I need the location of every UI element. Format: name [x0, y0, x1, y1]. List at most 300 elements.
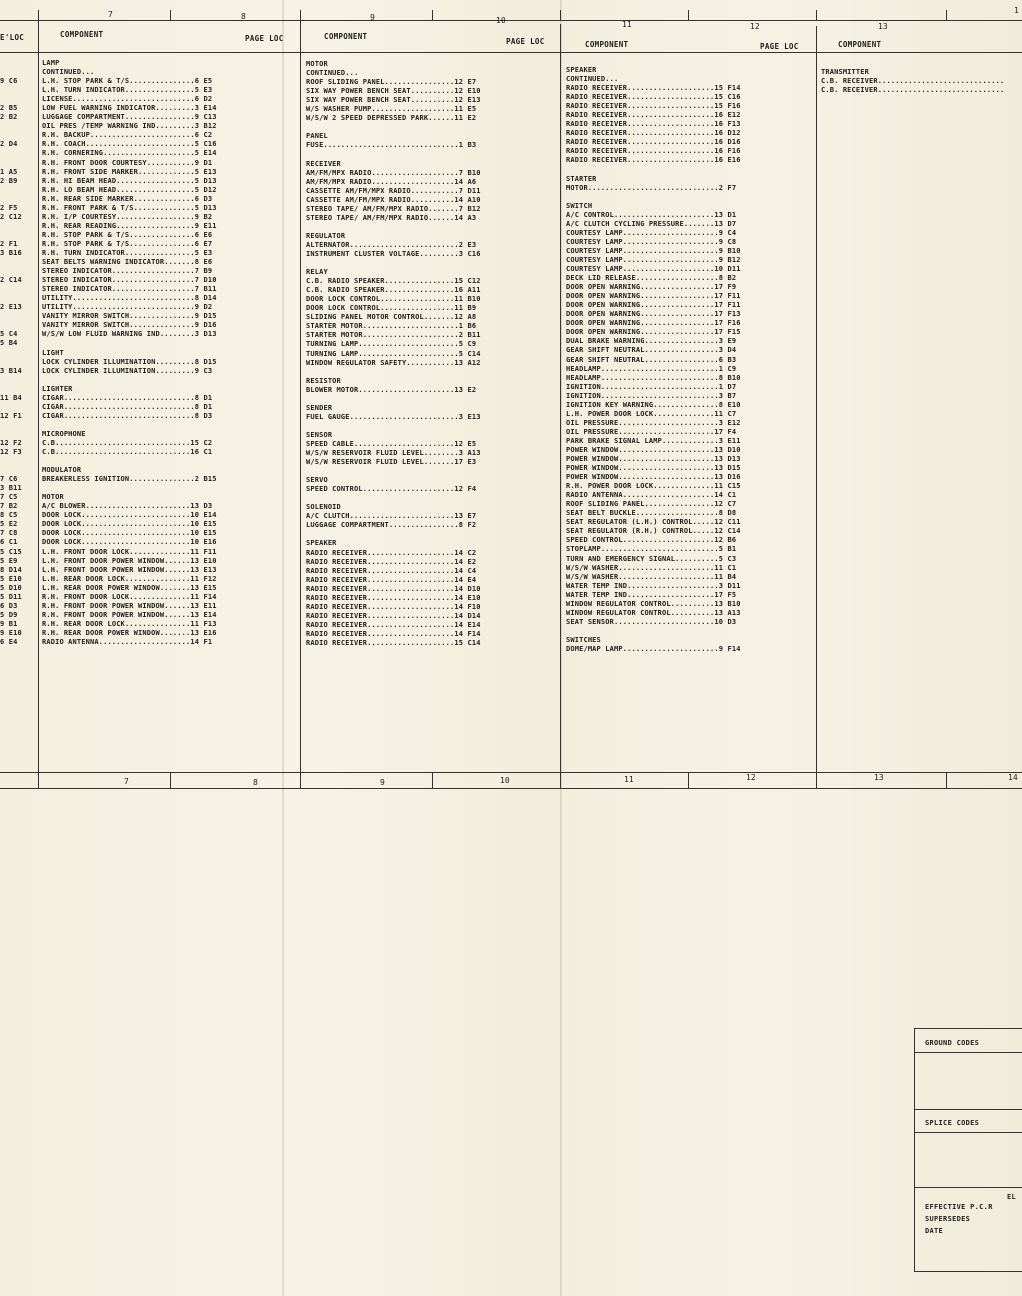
list-item: RADIO RECEIVER....................14 F10	[306, 602, 481, 611]
list-item: STEREO TAPE/ AM/FM/MPX RADIO.......7 B12	[306, 204, 481, 213]
list-item: RECEIVER	[306, 159, 341, 168]
list-item: RADIO RECEIVER....................14 E4	[306, 575, 477, 584]
codes-box	[914, 1028, 1022, 1272]
list-item: TURNING LAMP.......................5 C14	[306, 349, 481, 358]
list-item: STEREO INDICATOR...................7 B9	[42, 267, 213, 276]
bottom-rule	[0, 772, 1022, 773]
list-item: SPEED CONTROL.....................12 B6	[566, 536, 737, 545]
list-item: WINDOW REGULATOR CONTROL..........13 A13	[566, 608, 741, 617]
list-item: DUAL BRAKE WARNING.................3 E9	[566, 337, 737, 346]
list-item	[566, 627, 741, 636]
list-item: 7 C5	[0, 493, 18, 502]
list-item: SENSOR	[306, 430, 333, 439]
list-item: OIL PRESSURE.......................3 E12	[566, 418, 741, 427]
list-item: MOTOR	[42, 493, 64, 502]
list-item: W/S WASHER PUMP...................11 E5	[306, 105, 477, 114]
list-item	[0, 349, 22, 358]
list-item: SPEED CONTROL.....................12 F4	[306, 485, 477, 494]
list-item: 9 E10	[0, 628, 22, 637]
list-item	[0, 95, 22, 104]
list-item: A/C CONTROL.......................13 D1	[566, 210, 737, 219]
list-item: RADIO RECEIVER....................14 C2	[306, 548, 477, 557]
zone-number: 10	[496, 16, 506, 25]
list-item: 7 B2	[0, 502, 18, 511]
ground-codes-label: GROUND CODES	[925, 1039, 980, 1047]
list-item: SERVO	[306, 476, 328, 485]
list-item: R.H. STOP PARK & T/S...............6 E6	[42, 230, 213, 239]
list-item: COURTESY LAMP......................9 C8	[566, 237, 737, 246]
list-item: L.H. STOP PARK & T/S...............6 E5	[42, 77, 213, 86]
list-item: DOOR LOCK.........................10 E14	[42, 511, 217, 520]
divider	[915, 1052, 1022, 1053]
component-header: COMPONENT	[60, 30, 104, 39]
list-item: SEAT BELTS WARNING INDICATOR.......8 E6	[42, 258, 213, 267]
tick	[38, 772, 39, 788]
list-item	[306, 259, 481, 268]
list-item: WINDOW REGULATOR SAFETY...........13 A12	[306, 358, 481, 367]
list-item: 9 B1	[0, 619, 18, 628]
list-item	[306, 395, 481, 404]
title-fragment: EL	[1007, 1193, 1017, 1201]
list-item: RADIO RECEIVER....................15 F16	[566, 102, 741, 111]
column-divider	[560, 24, 561, 788]
list-item: OIL PRES /TEMP WARNING IND.........3 B12	[42, 122, 217, 131]
list-item: LUGGAGE COMPARTMENT................9 C13	[42, 113, 217, 122]
column-divider	[816, 26, 817, 788]
list-item: W/S/W 2 SPEED DEPRESSED PARK......11 E2	[306, 114, 477, 123]
splice-codes-label: SPLICE CODES	[925, 1119, 980, 1127]
list-item: BREAKERLESS IGNITION...............2 B15	[42, 475, 217, 484]
tick	[946, 10, 947, 20]
zone-number: 9	[370, 13, 375, 22]
tick	[816, 772, 817, 788]
divider	[915, 1187, 1022, 1188]
list-item	[0, 149, 22, 158]
list-item: 2 F1	[0, 239, 18, 248]
zone-number: 11	[622, 20, 632, 29]
tick	[432, 10, 433, 20]
list-item: 12 F1	[0, 411, 22, 420]
list-item: 6 D3	[0, 601, 18, 610]
list-item: 7 C6	[0, 475, 18, 484]
list-item: PANEL	[306, 132, 328, 141]
zone-number: 14	[1008, 773, 1018, 782]
list-item: 2 E13	[0, 303, 22, 312]
list-item: 5 E2	[0, 520, 18, 529]
list-item: 3 B16	[0, 248, 22, 257]
zone-number: 8	[241, 12, 246, 21]
list-item: W/S/W LOW FLUID WARNING IND........3 D13	[42, 330, 217, 339]
list-item: DOME/MAP LAMP......................9 F14	[566, 645, 741, 653]
list-item: RADIO RECEIVER....................14 D10	[306, 584, 481, 593]
list-item	[0, 258, 22, 267]
column-divider	[300, 20, 301, 788]
list-item: SPEAKER	[566, 66, 597, 74]
list-item	[0, 376, 22, 385]
tick	[300, 772, 301, 788]
list-item: VANITY MIRROR SWITCH...............9 D16	[42, 321, 217, 330]
list-item: STEREO TAPE/ AM/FM/MPX RADIO......14 A3	[306, 213, 477, 222]
list-item: RADIO RECEIVER....................14 E14	[306, 620, 481, 629]
list-item	[0, 385, 22, 394]
zone-number: 7	[108, 10, 113, 19]
list-item	[0, 285, 22, 294]
list-item: RELAY	[306, 268, 328, 277]
list-item: DOOR LOCK CONTROL.................11 B10	[306, 295, 481, 304]
list-item: MOTOR..............................2 F7	[566, 183, 737, 192]
list-item: A/C BLOWER........................13 D3	[42, 502, 213, 511]
list-item: POWER WINDOW......................13 D13	[566, 455, 741, 464]
loc-column	[0, 59, 22, 647]
list-item: DOOR LOCK.........................10 E15	[42, 520, 217, 529]
list-item	[306, 422, 481, 431]
list-item: C.B. RECEIVER.............................	[821, 86, 1005, 95]
list-item	[42, 457, 217, 466]
list-item: SOLENOID	[306, 503, 341, 512]
list-item: FUEL GAUGE.........................3 E13	[306, 412, 481, 421]
list-item	[0, 430, 22, 439]
list-item: LIGHTER	[42, 384, 73, 393]
bottom-rule	[0, 788, 1022, 789]
list-item: R.H. FRONT SIDE MARKER.............5 E13	[42, 167, 217, 176]
list-item: COURTESY LAMP......................9 B10	[566, 246, 741, 255]
list-item: DOOR LOCK.........................10 E16	[42, 538, 217, 547]
list-item	[0, 86, 22, 95]
list-item: POWER WINDOW......................13 D16	[566, 473, 741, 482]
list-item: CONTINUED...	[42, 68, 95, 77]
list-item: 6 C1	[0, 538, 18, 547]
loc-header: E'LOC	[0, 33, 25, 42]
list-item: CASSETTE AM/FM/MPX RADIO...........7 D11	[306, 186, 481, 195]
list-item: REGULATOR	[306, 231, 346, 240]
paper-fold	[282, 0, 284, 1296]
list-item: STEREO INDICATOR...................7 D10	[42, 276, 217, 285]
list-item: SEAT BELT BUCKLE...................8 D8	[566, 509, 737, 518]
list-item: RADIO RECEIVER....................14 F14	[306, 629, 481, 638]
tick	[432, 772, 433, 788]
list-item: IGNITION...........................1 D7	[566, 382, 737, 391]
zone-number: 11	[624, 775, 634, 784]
divider	[915, 1109, 1022, 1110]
list-item: LOW FUEL WARNING INDICATOR.........3 E14	[42, 104, 217, 113]
list-item	[566, 166, 741, 175]
list-item: SLIDING PANEL MOTOR CONTROL.......12 A8	[306, 313, 477, 322]
list-item: STARTER	[566, 174, 597, 183]
list-item: SPEAKER	[306, 539, 337, 548]
list-item: LOCK CYLINDER ILLUMINATION.........8 D15	[42, 357, 217, 366]
list-item: R.H. POWER DOOR LOCK..............11 C15	[566, 482, 741, 491]
page-loc-header: PAGE LOC	[506, 37, 545, 46]
list-item: R.H. FRONT DOOR POWER WINDOW......13 E11	[42, 601, 217, 610]
column-divider	[38, 20, 39, 788]
list-item: DOOR OPEN WARNING.................17 F11	[566, 292, 741, 301]
list-item	[306, 223, 481, 232]
list-item: STARTER MOTOR......................1 B6	[306, 322, 477, 331]
list-item: ROOF SLIDING PANEL................12 C7	[566, 500, 737, 509]
list-item: CIGAR..............................8 D1	[42, 393, 213, 402]
list-item: L.H. FRONT DOOR POWER WINDOW......13 E13	[42, 565, 217, 574]
list-item: C.B. RADIO SPEAKER................16 A11	[306, 286, 481, 295]
list-item: CASSETTE AM/FM/MPX RADIO..........14 A10	[306, 195, 481, 204]
date-label: DATE	[925, 1227, 944, 1235]
list-item: R.H. TURN INDICATOR................5 E3	[42, 248, 213, 257]
list-item	[0, 68, 22, 77]
list-item: R.H. FRONT DOOR LOCK..............11 F14	[42, 592, 217, 601]
list-item: R.H. CORNERING.....................5 E14	[42, 149, 217, 158]
list-item: R.H. REAR DOOR POWER WINDOW.......13 E16	[42, 628, 217, 637]
list-item: LIGHT	[42, 348, 64, 357]
list-item: CONTINUED...	[306, 69, 359, 78]
component-column-transmitter	[821, 68, 1004, 95]
list-item: DECK LID RELEASE...................8 B2	[566, 274, 737, 283]
list-item: 5 E9	[0, 556, 18, 565]
list-item	[0, 195, 22, 204]
list-item: VANITY MIRROR SWITCH...............9 D15	[42, 312, 217, 321]
list-item: SEAT SENSOR.......................10 D3	[566, 617, 737, 626]
list-item: MODULATOR	[42, 466, 82, 475]
list-item	[42, 484, 217, 493]
zone-number: 9	[380, 778, 385, 787]
list-item: 12 F3	[0, 448, 22, 457]
list-item	[0, 122, 22, 131]
tick	[688, 772, 689, 788]
list-item	[306, 123, 481, 132]
list-item: R.H. REAR DOOR LOCK...............11 F13	[42, 619, 217, 628]
header-rule	[0, 52, 1022, 53]
list-item: R.H. STOP PARK & T/S...............6 E7	[42, 239, 213, 248]
tick	[38, 10, 39, 20]
list-item	[0, 312, 22, 321]
list-item	[0, 267, 22, 276]
list-item: IGNITION...........................3 B7	[566, 391, 737, 400]
list-item: 9 C6	[0, 77, 18, 86]
list-item: 2 B2	[0, 113, 18, 122]
list-item: R.H. FRONT DOOR COURTESY...........9 D1	[42, 158, 213, 167]
zone-number: 12	[750, 22, 760, 31]
list-item: 5 E10	[0, 574, 22, 583]
list-item: 8 D14	[0, 565, 22, 574]
list-item: W/S/W RESERVOIR FLUID LEVEL........3 A13	[306, 449, 481, 458]
list-item: 2 B9	[0, 176, 18, 185]
tick	[560, 10, 561, 20]
component-column-motor	[306, 60, 481, 648]
list-item: 5 D10	[0, 583, 22, 592]
list-item	[42, 376, 217, 385]
list-item: RADIO RECEIVER....................16 D12	[566, 129, 741, 138]
zone-number: 8	[253, 778, 258, 787]
list-item: 5 C15	[0, 547, 22, 556]
list-item: RADIO RECEIVER....................16 D16	[566, 138, 741, 147]
list-item: SENDER	[306, 403, 333, 412]
list-item: 5 D9	[0, 610, 18, 619]
divider	[915, 1132, 1022, 1133]
list-item: 3 B14	[0, 366, 22, 375]
list-item: R.H. BACKUP........................6 C2	[42, 131, 213, 140]
list-item: DOOR OPEN WARNING.................17 F11	[566, 301, 741, 310]
list-item: STEREO INDICATOR...................7 B11	[42, 285, 217, 294]
list-item: WATER TEMP IND.....................3 D11	[566, 581, 741, 590]
tick	[170, 772, 171, 788]
list-item: R.H. I/P COURTESY..................9 B2	[42, 212, 213, 221]
list-item: LUGGAGE COMPARTMENT................8 F2	[306, 521, 477, 530]
list-item: CIGAR..............................8 D1	[42, 402, 213, 411]
list-item: 3 B11	[0, 484, 22, 493]
list-item: R.H. FRONT DOOR POWER WINDOW......13 E14	[42, 610, 217, 619]
list-item	[0, 358, 22, 367]
list-item: POWER WINDOW......................13 D15	[566, 464, 741, 473]
list-item: DOOR OPEN WARNING.................17 F13	[566, 310, 741, 319]
list-item: FUSE...............................1 B3	[306, 141, 477, 150]
list-item: RADIO RECEIVER....................16 E12	[566, 111, 741, 120]
list-item: 8 C5	[0, 511, 18, 520]
list-item: SWITCH	[566, 201, 593, 210]
list-item: R.H. HI BEAM HEAD..................5 D13	[42, 176, 217, 185]
list-item: RADIO RECEIVER....................16 F16	[566, 147, 741, 156]
list-item: MOTOR	[306, 60, 328, 68]
list-item	[0, 59, 22, 68]
list-item	[0, 466, 22, 475]
list-item: RESISTOR	[306, 376, 341, 385]
list-item: SIX WAY POWER BENCH SEAT..........12 E13	[306, 96, 481, 105]
list-item: TURN AND EMERGENCY SIGNAL..........5 C3	[566, 554, 737, 563]
list-item: CONTINUED...	[566, 75, 619, 84]
list-item	[0, 186, 22, 195]
list-item: 5 C4	[0, 330, 18, 339]
list-item	[42, 421, 217, 430]
list-item: TURNING LAMP.......................5 C9	[306, 340, 477, 349]
list-item	[0, 403, 22, 412]
list-item: RADIO RECEIVER....................14 C4	[306, 566, 477, 575]
list-item: SPEED CABLE.......................12 E5	[306, 439, 477, 448]
list-item	[566, 193, 741, 202]
list-item: R.H. COACH.........................5 C16	[42, 140, 217, 149]
list-item: DOOR OPEN WARNING.................17 F16	[566, 319, 741, 328]
list-item: SEAT REGULATOR (L.H.) CONTROL.....12 C11	[566, 518, 741, 527]
list-item: WINDOW REGULATOR CONTROL..........13 B10	[566, 599, 741, 608]
list-item: 2 D4	[0, 140, 18, 149]
list-item: R.H. FRONT PARK & T/S..............5 D13	[42, 203, 217, 212]
list-item: 11 B4	[0, 393, 22, 402]
list-item: DOOR OPEN WARNING.................17 F15	[566, 328, 741, 337]
list-item	[42, 339, 217, 348]
list-item: COURTESY LAMP......................9 B12	[566, 255, 741, 264]
list-item: L.H. REAR DOOR LOCK...............11 F12	[42, 574, 217, 583]
list-item: STOPLAMP...........................5 B1	[566, 545, 737, 554]
list-item: UTILITY............................9 D2	[42, 303, 213, 312]
list-item: RADIO RECEIVER....................16 E16	[566, 156, 741, 165]
list-item: UTILITY............................8 D14	[42, 294, 217, 303]
zone-number: 7	[124, 777, 129, 786]
list-item: R.H. REAR READING..................9 E11	[42, 221, 217, 230]
list-item: 2 B5	[0, 104, 18, 113]
list-item: RADIO RECEIVER....................15 C14	[306, 639, 481, 647]
effective-label: EFFECTIVE P.C.R	[925, 1203, 993, 1211]
list-item: OIL PRESSURE......................17 F4	[566, 427, 737, 436]
list-item: DOOR OPEN WARNING.................17 F9	[566, 283, 737, 292]
list-item: RADIO RECEIVER....................16 F13	[566, 120, 741, 129]
tick	[560, 772, 561, 788]
list-item: L.H. REAR DOOR POWER WINDOW.......13 E15	[42, 583, 217, 592]
list-item	[306, 530, 481, 539]
zone-number: 10	[500, 776, 510, 785]
tick	[946, 772, 947, 788]
tick	[816, 10, 817, 20]
list-item: DOOR LOCK CONTROL.................11 B9	[306, 304, 477, 313]
list-item: RADIO RECEIVER....................14 E10	[306, 593, 481, 602]
list-item	[0, 159, 22, 168]
list-item: 12 F2	[0, 438, 22, 447]
list-item: GEAR SHIFT NEUTRAL.................3 D4	[566, 346, 737, 355]
list-item	[0, 231, 22, 240]
list-item: A/C CLUTCH........................13 E7	[306, 512, 477, 521]
list-item: RADIO RECEIVER....................14 D14	[306, 611, 481, 620]
list-item: LOCK CYLINDER ILLUMINATION.........9 C3	[42, 366, 213, 375]
list-item: LAMP	[42, 59, 60, 67]
list-item	[0, 457, 22, 466]
list-item: CIGAR..............................8 D3	[42, 411, 213, 420]
list-item: R.H. LO BEAM HEAD..................5 D12	[42, 185, 217, 194]
page-loc-header: PAGE LOC	[760, 42, 799, 51]
list-item	[0, 131, 22, 140]
list-item: 7 C8	[0, 529, 18, 538]
zone-number: 12	[746, 773, 756, 782]
list-item	[0, 294, 22, 303]
supersedes-label: SUPERSEDES	[925, 1215, 971, 1223]
top-rule	[0, 20, 1022, 21]
zone-number: 13	[874, 773, 884, 782]
list-item: HEADLAMP...........................8 B10	[566, 373, 741, 382]
list-item: 1 A5	[0, 167, 18, 176]
list-item: 2 C14	[0, 276, 22, 285]
list-item: RADIO RECEIVER....................14 E2	[306, 557, 477, 566]
list-item: MICROPHONE	[42, 429, 86, 438]
list-item: HEADLAMP...........................1 C9	[566, 364, 737, 373]
list-item	[306, 150, 481, 159]
list-item: STARTER MOTOR......................2 B11	[306, 331, 481, 340]
list-item: R.H. REAR SIDE MARKER..............6 D3	[42, 194, 213, 203]
zone-number: 1	[1014, 6, 1019, 15]
list-item	[306, 494, 481, 503]
list-item: COURTESY LAMP.....................10 D11	[566, 265, 741, 274]
list-item: TRANSMITTER	[821, 68, 870, 76]
list-item: GEAR SHIFT NEUTRAL.................6 B3	[566, 355, 737, 364]
component-header: COMPONENT	[585, 40, 629, 49]
list-item: A/C CLUTCH CYCLING PRESSURE.......13 D7	[566, 219, 737, 228]
list-item: W/S/W WASHER......................11 B4	[566, 572, 737, 581]
list-item	[0, 321, 22, 330]
list-item: INSTRUMENT CLUSTER VOLTAGE.........3 C16	[306, 249, 481, 258]
list-item	[0, 222, 22, 231]
list-item: SEAT REGULATOR (R.H.) CONTROL.....12 C14	[566, 527, 741, 536]
list-item: L.H. FRONT DOOR LOCK..............11 F11	[42, 547, 217, 556]
component-column-lamp	[42, 59, 217, 647]
list-item: ROOF SLIDING PANEL................12 E7	[306, 78, 477, 87]
component-header: COMPONENT	[838, 40, 882, 49]
list-item: PARK BRAKE SIGNAL LAMP.............3 E11	[566, 436, 741, 445]
list-item: SIX WAY POWER BENCH SEAT..........12 E10	[306, 87, 481, 96]
list-item: AM/FM/MPX RADIO....................7 B10	[306, 168, 481, 177]
zone-number: 13	[878, 22, 888, 31]
list-item	[306, 467, 481, 476]
list-item: AM/FM/MPX RADIO...................14 A6	[306, 177, 477, 186]
list-item: POWER WINDOW......................13 D10	[566, 445, 741, 454]
list-item: C.B...............................16 C1	[42, 448, 213, 457]
list-item: L.H. FRONT DOOR POWER WINDOW......13 E10	[42, 556, 217, 565]
list-item: C.B. RECEIVER.............................	[821, 77, 1005, 86]
list-item: 2 C12	[0, 212, 22, 221]
list-item: RADIO ANTENNA.....................14 F1	[42, 638, 213, 646]
list-item: WATER TEMP IND....................17 F5	[566, 590, 737, 599]
